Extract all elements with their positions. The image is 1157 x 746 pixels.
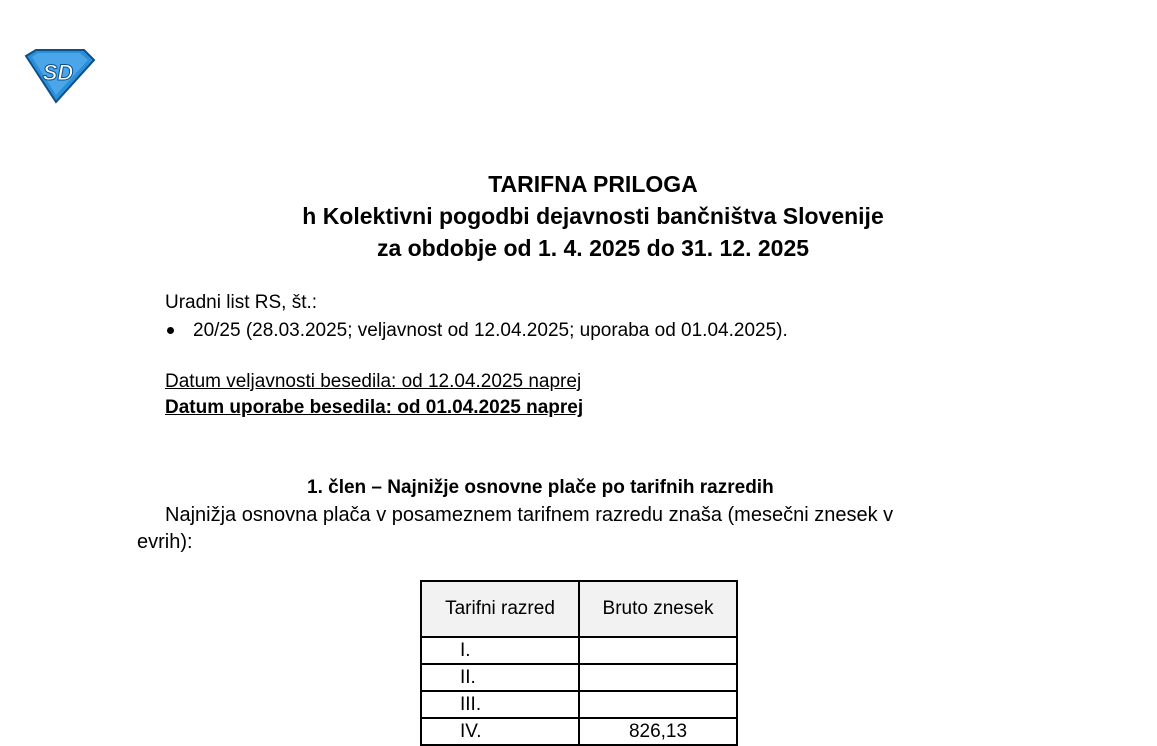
sd-logo (22, 48, 96, 104)
tariff-class-cell: III. (421, 691, 579, 718)
amount-cell (579, 691, 737, 718)
header-gross-amount: Bruto znesek (579, 581, 737, 637)
table-row (421, 718, 737, 745)
doc-subtitle: h Kolektivni pogodbi dejavnosti bančništva Slovenije (302, 203, 884, 229)
application-date: Datum uporabe besedila: od 01.04.2025 naprej (165, 397, 584, 418)
doc-title: TARIFNA PRILOGA (488, 171, 698, 197)
logo-text: SD (42, 60, 74, 85)
tariff-class-cell: IV. (421, 718, 579, 745)
amount-cell (579, 664, 737, 691)
gazette-label: Uradni list RS, št.: (165, 292, 318, 313)
salary-table (420, 580, 738, 746)
table-row (421, 637, 737, 664)
table-header-row (421, 581, 737, 637)
article-paragraph-line2: evrih): (137, 531, 193, 553)
header-tariff-class: Tarifni razred (421, 581, 579, 637)
validity-date: Datum veljavnosti besedila: od 12.04.2025 naprej (165, 371, 582, 392)
article-heading: 1. člen – Najnižje osnovne plače po tarifnih razredih (307, 477, 774, 498)
doc-period: za obdobje od 1. 4. 2025 do 31. 12. 2025 (376, 235, 810, 261)
table-row (421, 691, 737, 718)
article-paragraph-line1: Najnižja osnovna plača v posameznem tarifnem razredu znaša (mesečni znesek v (165, 504, 894, 526)
amount-cell (579, 637, 737, 664)
amount-cell: 826,13 (579, 718, 737, 745)
tariff-class-cell: I. (421, 637, 579, 664)
tariff-class-cell: II. (421, 664, 579, 691)
gazette-item: 20/25 (28.03.2025; veljavnost od 12.04.2025; uporaba od 01.04.2025). (193, 320, 788, 341)
table-row (421, 664, 737, 691)
bullet-icon (167, 327, 174, 334)
